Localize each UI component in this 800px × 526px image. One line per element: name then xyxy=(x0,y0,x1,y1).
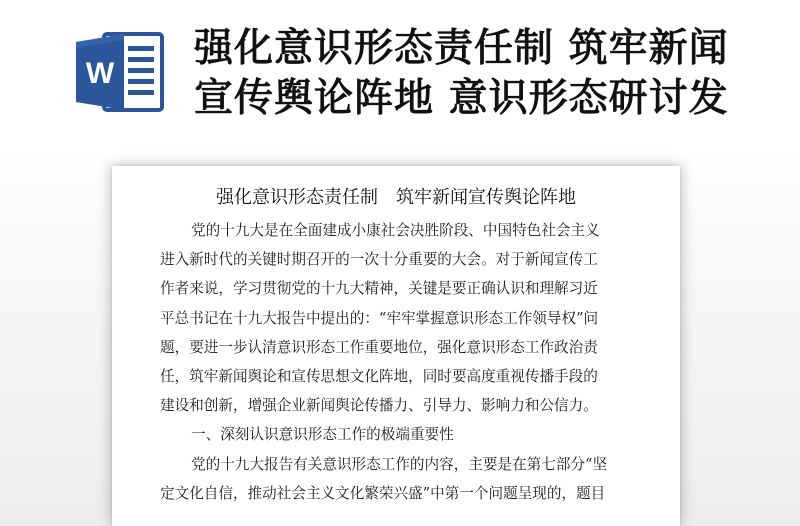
paragraph-line: 题，要进一步认清意识形态工作重要地位，强化意识形态工作政治责 xyxy=(160,338,598,356)
paragraph-line: 任，筑牢新闻舆论和宣传思想文化阵地，同时要高度重视传播手段的 xyxy=(160,367,598,385)
section-heading: 一、深刻认识意识形态工作的极端重要性 xyxy=(191,426,454,444)
page-title xyxy=(194,24,784,124)
document-page xyxy=(112,166,680,526)
paragraph-line: 进入新时代的关键时期召开的一次十分重要的大会。对于新闻宣传工 xyxy=(160,251,598,269)
paragraph-line: 党的十九大报告有关意识形态工作的内容，主要是在第七部分“坚 xyxy=(191,455,608,473)
paragraph-line: 作者来说，学习贯彻党的十九大精神，关键是要正确认识和理解习近 xyxy=(160,280,598,298)
document-body xyxy=(160,216,640,508)
paragraph-line: 党的十九大是在全面建成小康社会决胜阶段、中国特色社会主义 xyxy=(191,222,600,239)
document-title: 强化意识形态责任制 筑牢新闻宣传舆论阵地 xyxy=(216,187,576,208)
word-icon-letter: W xyxy=(85,57,115,90)
paragraph-line: 平总书记在十九大报告中提出的：“牢牢掌握意识形态工作领导权”问 xyxy=(160,309,599,327)
paragraph-line: 定文化自信，推动社会主义文化繁荣兴盛”中第一个问题呈现的，题目 xyxy=(160,484,606,502)
preview-header xyxy=(0,0,800,150)
paragraph-line: 建设和创新，增强企业新闻舆论传播力、引导力、影响力和公信力。 xyxy=(160,397,598,415)
title-line-1: 强化意识形态责任制 筑牢新闻 xyxy=(194,26,729,71)
title-line-2: 宣传舆论阵地 意识形态研讨发 xyxy=(194,76,729,121)
word-document-icon xyxy=(74,30,166,114)
